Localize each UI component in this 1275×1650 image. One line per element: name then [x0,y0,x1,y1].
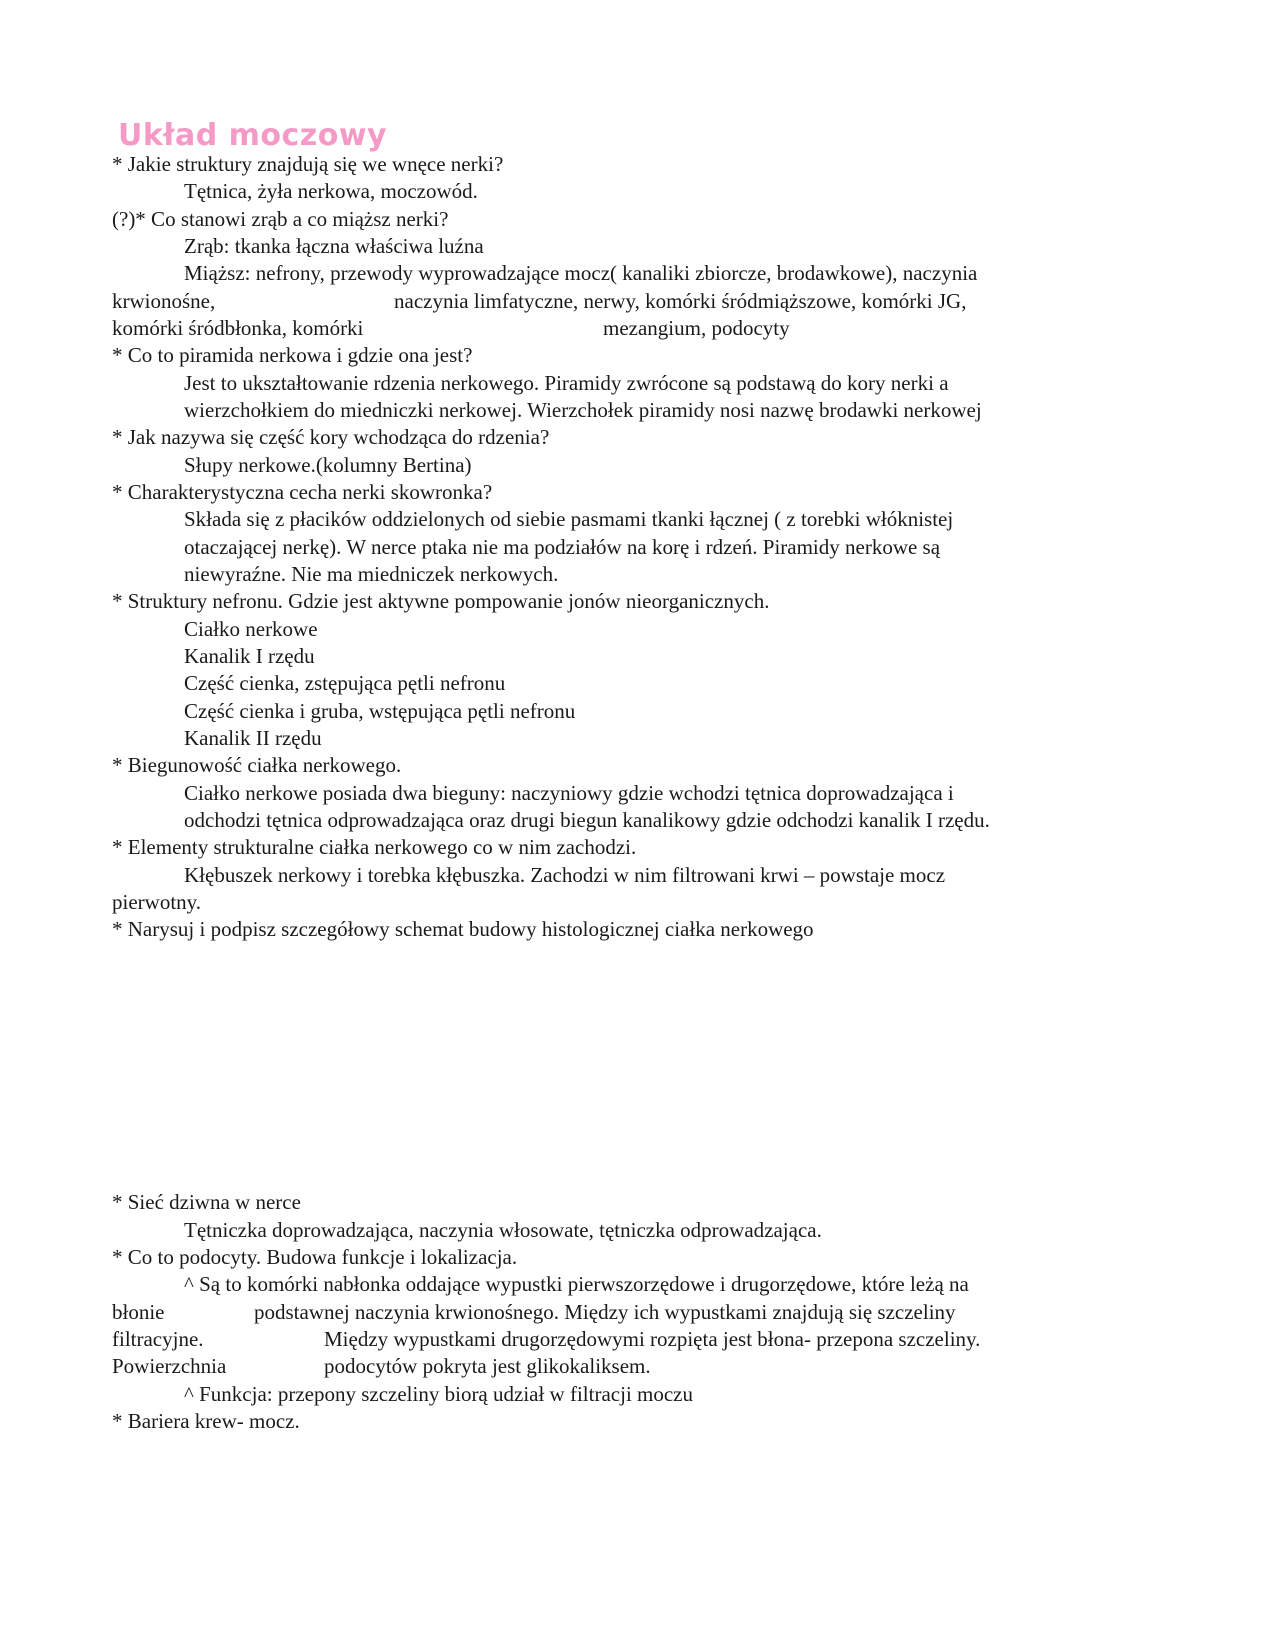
question-line: * Jakie struktury znajdują się we wnęce nerki? [112,152,504,176]
answer-line: podstawnej naczynia krwionośnego. Między ich wypustkami znajdują się szczeliny [254,1300,956,1324]
question-line: * Charakterystyczna cecha nerki skowronka? [112,480,493,504]
answer-line: Kłębuszek nerkowy i torebka kłębuszka. Zachodzi w nim filtrowani krwi – powstaje mocz [184,863,946,887]
question-line: * Struktury nefronu. Gdzie jest aktywne pompowanie jonów nieorganicznych. [112,589,770,613]
answer-line: Miąższ: nefrony, przewody wyprowadzające mocz( kanaliki zbiorcze, brodawkowe), naczynia [184,261,978,285]
question-line: * Narysuj i podpisz szczegółowy schemat budowy histologicznej ciałka nerkowego [112,917,814,941]
answer-line: Kanalik I rzędu [184,644,315,668]
answer-line: Część cienka, zstępująca pętli nefronu [184,671,506,695]
answer-line: filtracyjne. [112,1327,204,1351]
question-line: * Elementy strukturalne ciałka nerkowego co w nim zachodzi. [112,835,637,859]
question-line: * Co to piramida nerkowa i gdzie ona jest? [112,343,473,367]
answer-line: odchodzi tętnica odprowadzająca oraz drugi biegun kanalikowy gdzie odchodzi kanalik I rzędu. [184,808,990,832]
answer-line: Ciałko nerkowe posiada dwa bieguny: naczyniowy gdzie wchodzi tętnica doprowadzająca i [184,781,954,805]
question-line: (?)* Co stanowi zrąb a co miąższ nerki? [112,207,449,231]
answer-line: mezangium, podocyty [603,316,790,340]
answer-line: Część cienka i gruba, wstępująca pętli nefronu [184,699,576,723]
answer-line: błonie [112,1300,165,1324]
question-line: * Sieć dziwna w nerce [112,1190,301,1214]
answer-line: Słupy nerkowe.(kolumny Bertina) [184,453,472,477]
answer-line: Zrąb: tkanka łączna właściwa luźna [184,234,484,258]
answer-line: wierzchołkiem do miedniczki nerkowej. Wierzchołek piramidy nosi nazwę brodawki nerkowej [184,398,982,422]
answer-line: Jest to ukształtowanie rdzenia nerkowego. Piramidy zwrócone są podstawą do kory nerki a [184,371,949,395]
answer-line: krwionośne, [112,289,216,313]
question-line: * Biegunowość ciałka nerkowego. [112,753,402,777]
question-line: * Bariera krew- mocz. [112,1409,300,1433]
question-line: * Co to podocyty. Budowa funkcje i lokalizacja. [112,1245,518,1269]
answer-line: Tętnica, żyła nerkowa, moczowód. [184,179,478,203]
answer-line: komórki śródbłonka, komórki [112,316,364,340]
answer-line: Składa się z płacików oddzielonych od siebie pasmami tkanki łącznej ( z torebki włóknistej [184,507,954,531]
answer-line: niewyraźne. Nie ma miedniczek nerkowych. [184,562,559,586]
answer-line: podocytów pokryta jest glikokaliksem. [324,1354,651,1378]
answer-line: Ciałko nerkowe [184,617,318,641]
answer-line: otaczającej nerkę). W nerce ptaka nie ma podziałów na korę i rdzeń. Piramidy nerkowe są [184,535,941,559]
answer-line: Kanalik II rzędu [184,726,322,750]
question-line: * Jak nazywa się część kory wchodząca do rdzenia? [112,425,550,449]
answer-line: Tętniczka doprowadzająca, naczynia włosowate, tętniczka odprowadzająca. [184,1218,822,1242]
answer-line: pierwotny. [112,890,202,914]
answer-line: naczynia limfatyczne, nerwy, komórki śródmiąższowe, komórki JG, [394,289,967,313]
answer-line: ^ Funkcja: przepony szczeliny biorą udział w filtracji moczu [184,1382,694,1406]
answer-line: Między wypustkami drugorzędowymi rozpięta jest błona- przepona szczeliny. [324,1327,981,1351]
answer-line: Powierzchnia [112,1354,227,1378]
answer-line: ^ Są to komórki nabłonka oddające wypustki pierwszorzędowe i drugorzędowe, które leżą na [184,1272,969,1296]
document-title: Układ moczowy [118,118,388,153]
